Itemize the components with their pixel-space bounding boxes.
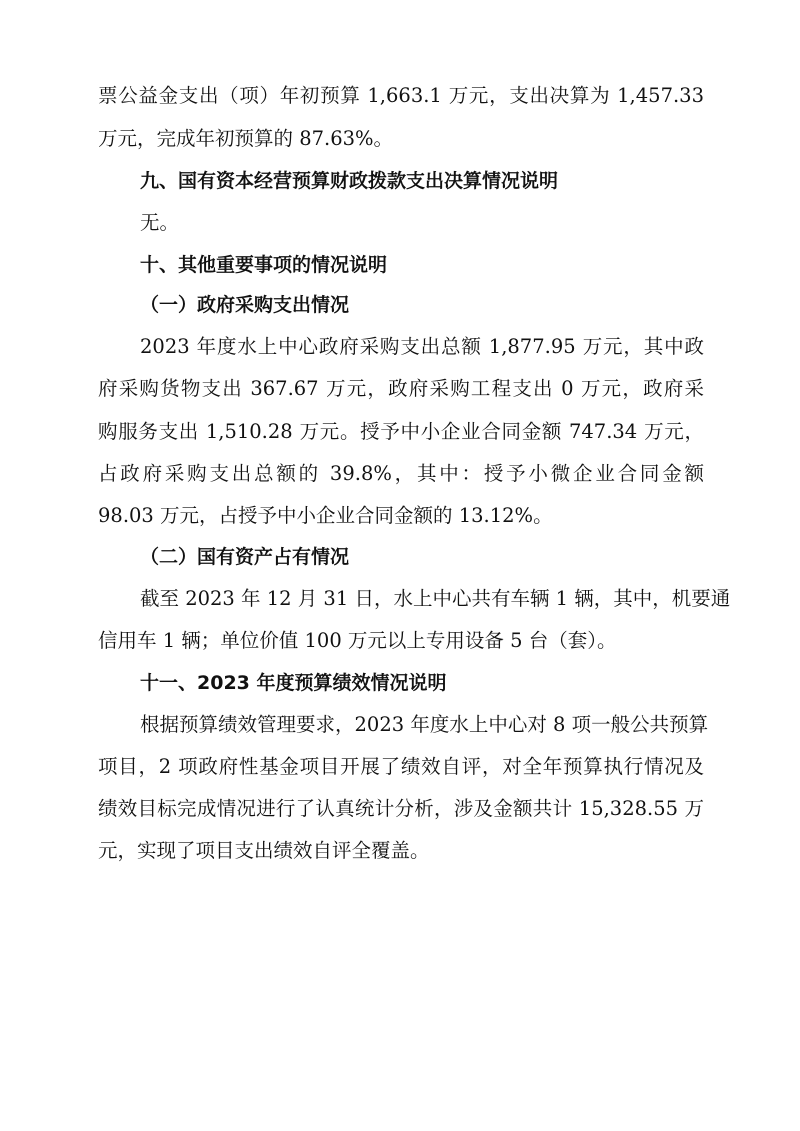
paragraph-line: 票公益金支出（项）年初预算 1,663.1 万元，支出决算为 1,457.33: [98, 84, 704, 107]
paragraph-line: 截至 2023 年 12 月 31 日，水上中心共有车辆 1 辆，其中，机要通: [140, 587, 731, 610]
paragraph-line: 绩效目标完成情况进行了认真统计分析，涉及金额共计 15,328.55 万: [98, 797, 704, 820]
subsection-heading: （二）国有资产占有情况: [140, 546, 350, 568]
paragraph-line: 元，实现了项目支出绩效自评全覆盖。: [98, 839, 430, 862]
paragraph-line: 2023 年度水上中心政府采购支出总额 1,877.95 万元，其中政: [140, 335, 704, 358]
section-heading-11: 十一、2023 年度预算绩效情况说明: [140, 672, 447, 694]
section-heading-10: 十、其他重要事项的情况说明: [140, 254, 388, 276]
paragraph-line: 98.03 万元，占授予中小企业合同金额的 13.12%。: [98, 504, 553, 527]
paragraph-line: 购服务支出 1,510.28 万元。授予中小企业合同金额 747.34 万元，: [98, 420, 704, 443]
paragraph-line: 无。: [140, 211, 180, 234]
paragraph-line: 占政府采购支出总额的 39.8%，其中：授予小微企业合同金额: [98, 462, 704, 485]
section-heading-9: 九、国有资本经营预算财政拨款支出决算情况说明: [140, 170, 559, 192]
paragraph-line: 项目，2 项政府性基金项目开展了绩效自评，对全年预算执行情况及: [98, 755, 704, 778]
subsection-heading: （一）政府采购支出情况: [140, 294, 350, 316]
paragraph-line: 根据预算绩效管理要求，2023 年度水上中心对 8 项一般公共预算: [140, 713, 709, 736]
paragraph-line: 信用车 1 辆；单位价值 100 万元以上专用设备 5 台（套）。: [98, 629, 617, 652]
paragraph-line: 府采购货物支出 367.67 万元，政府采购工程支出 0 万元，政府采: [98, 377, 704, 400]
paragraph-line: 万元，完成年初预算的 87.63%。: [98, 127, 394, 150]
